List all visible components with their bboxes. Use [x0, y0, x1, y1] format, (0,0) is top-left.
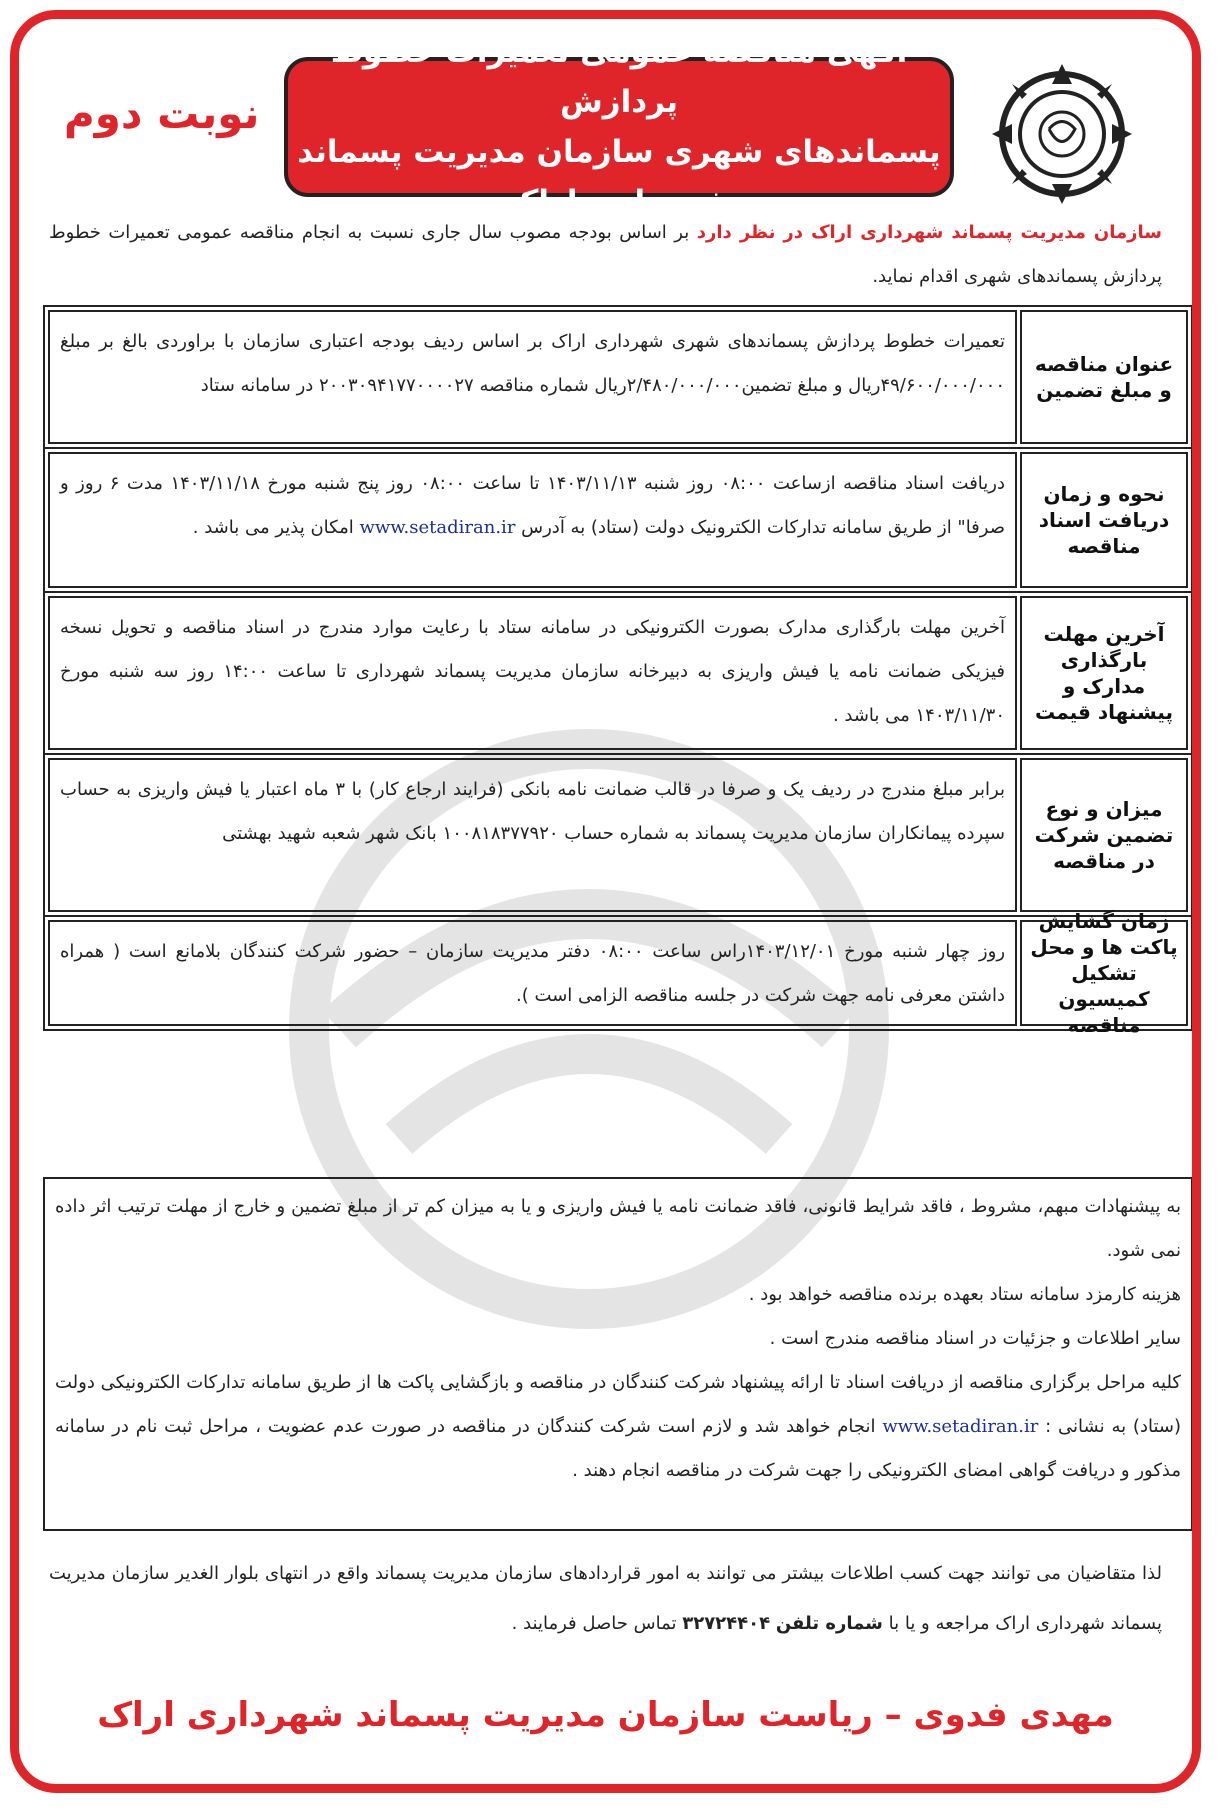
- table-row: [45, 755, 1191, 917]
- row-label: زمان گشایش پاکت ها و محل تشکیل کمیسیون مناقصه: [1020, 920, 1188, 1026]
- row-label: عنوان مناقصه و مبلغ تضمین: [1020, 310, 1188, 444]
- row-content: [48, 452, 1017, 588]
- row-content-text: دریافت اسناد مناقصه ازساعت ۰۸:۰۰ روز شنبه ۱۴۰۳/۱۱/۱۳ تا ساعت ۰۸:۰۰ روز پنج شنبه مورخ ۱۴۰۳/۱۱/۱۸ مدت ۶ روز و صرفا" از طریق سامانه تدارکات الکترونیک دولت (ستاد) به آدرس: [60, 473, 1006, 538]
- intro-highlight: سازمان مدیریت پسماند شهرداری اراک در نظر دارد: [696, 222, 1162, 243]
- row-content-text-end: امکان پذیر می باشد .: [192, 517, 360, 538]
- table-row: [45, 909, 1191, 1037]
- row-label: آخرین مهلت بارگذاری مدارک و پیشنهاد قیمت: [1020, 596, 1188, 750]
- table-row: [45, 593, 1191, 755]
- intro-text: بر اساس بودجه مصوب سال جاری نسبت به انجام مناقصه عمومی تعمیرات خطوط پردازش پسماندهای شهری اقدام نماید.: [49, 222, 1162, 287]
- title-line2: پسماندهای شهری سازمان مدیریت پسماند شهرداری اراک: [297, 134, 941, 220]
- setadiran-link-notes[interactable]: www.setadiran.ir: [882, 1416, 1039, 1437]
- note-item: هزینه کارمزد سامانه ستاد بعهده برنده مناقصه خواهد بود .: [748, 1284, 1181, 1305]
- phone-label: شماره تلفن: [775, 1613, 883, 1634]
- table-row: [45, 307, 1191, 449]
- municipality-emblem-icon: [987, 59, 1137, 209]
- intro-paragraph: [49, 211, 1162, 299]
- phone-number[interactable]: ۳۲۷۲۴۴۰۴: [682, 1613, 771, 1634]
- title-box: [284, 34, 954, 220]
- signature: مهدی فدوی – ریاست سازمان مدیریت پسماند شهرداری اراک: [97, 1695, 1114, 1735]
- contact-paragraph: [49, 1549, 1162, 1649]
- note-item: [55, 1361, 1181, 1493]
- notice-frame: [10, 10, 1201, 1793]
- title-line1: آگهی مناقصه عمومی تعمیرات خطوط پردازش: [330, 34, 908, 120]
- contact-text-end: تماس حاصل فرمایند .: [511, 1613, 683, 1634]
- details-table: [43, 305, 1193, 1037]
- note-text: کلیه مراحل برگزاری مناقصه از دریافت اسناد تا ارائه پیشنهاد شرکت کنندگان در مناقصه و بازگشایی پاکت ها از طریق سامانه تدارکات الکترونیکی دولت (ستاد) به نشانی :: [55, 1372, 1181, 1437]
- table-row: [45, 449, 1191, 593]
- row-content: روز چهار شنبه مورخ ۱۴۰۳/۱۲/۰۱راس ساعت ۰۸:۰۰ دفتر مدیریت سازمان – حضور شرکت کنندگان بلامانع است ( همراه داشتن معرفی نامه جهت شرکت در جلسه مناقصه الزامی است ).: [48, 920, 1017, 1026]
- contact-text: لذا متقاضیان می توانند جهت کسب اطلاعات بیشتر می توانند به امور قراردادهای سازمان مدیریت پسماند واقع در انتهای بلوار الغدیر سازمان مدیریت پسماند شهرداری اراک مراجعه و یا با: [49, 1563, 1162, 1634]
- note-text-end: انجام خواهد شد و لازم است شرکت کنندگان در مناقصه در صورت عدم عضویت ، مراحل ثبت نام در سامانه مذکور و دریافت گواهی امضای الکترونیکی را جهت شرکت در مناقصه انجام دهند .: [55, 1416, 1181, 1481]
- row-content: تعمیرات خطوط پردازش پسماندهای شهری شهرداری اراک بر اساس ردیف بودجه اعتباری سازمان با براوردی بالغ بر مبلغ ۴۹/۶۰۰/۰۰۰/۰۰۰ریال و مبلغ تضمین۲/۴۸۰/۰۰۰/۰۰۰ریال شماره مناقصه ۲۰۰۳۰۹۴۱۷۷۰۰۰۰۲۷ در سامانه ستاد: [48, 310, 1017, 444]
- note-item: به پیشنهادات مبهم، مشروط ، فاقد شرایط قانونی، فاقد ضمانت نامه یا فیش واریزی و یا به میزان کم تر از مبلغ تضمین و خارج از مهلت ترتیب اثر داده نمی شود.: [55, 1196, 1181, 1261]
- round-label: نوبت دوم: [64, 89, 260, 138]
- header: [19, 34, 1192, 220]
- setadiran-link[interactable]: www.setadiran.ir: [359, 517, 516, 538]
- row-label: میزان و نوع تضمین شرکت در مناقصه: [1020, 758, 1188, 912]
- note-item: سایر اطلاعات و جزئیات در اسناد مناقصه مندرج است .: [769, 1328, 1181, 1349]
- notes-box: [43, 1177, 1193, 1531]
- row-label: نحوه و زمان دریافت اسناد مناقصه: [1020, 452, 1188, 588]
- row-content: برابر مبلغ مندرج در ردیف یک و صرفا در قالب ضمانت نامه بانکی (فرایند ارجاع کار) با ۳ ماه اعتبار یا فیش واریزی به حساب سپرده پیمانکاران سازمان مدیریت پسماند به شماره حساب ۱۰۰۸۱۸۳۷۷۹۲۰ بانک شهر شعبه شهید بهشتی: [48, 758, 1017, 912]
- row-content: آخرین مهلت بارگذاری مدارک بصورت الکترونیکی در سامانه ستاد با رعایت موارد مندرج در اسناد مناقصه و تحویل نسخه فیزیکی ضمانت نامه یا فیش واریزی به دبیرخانه سازمان مدیریت پسماند شهرداری تا ساعت ۱۴:۰۰ روز سه شنبه مورخ ۱۴۰۳/۱۱/۳۰ می باشد .: [48, 596, 1017, 750]
